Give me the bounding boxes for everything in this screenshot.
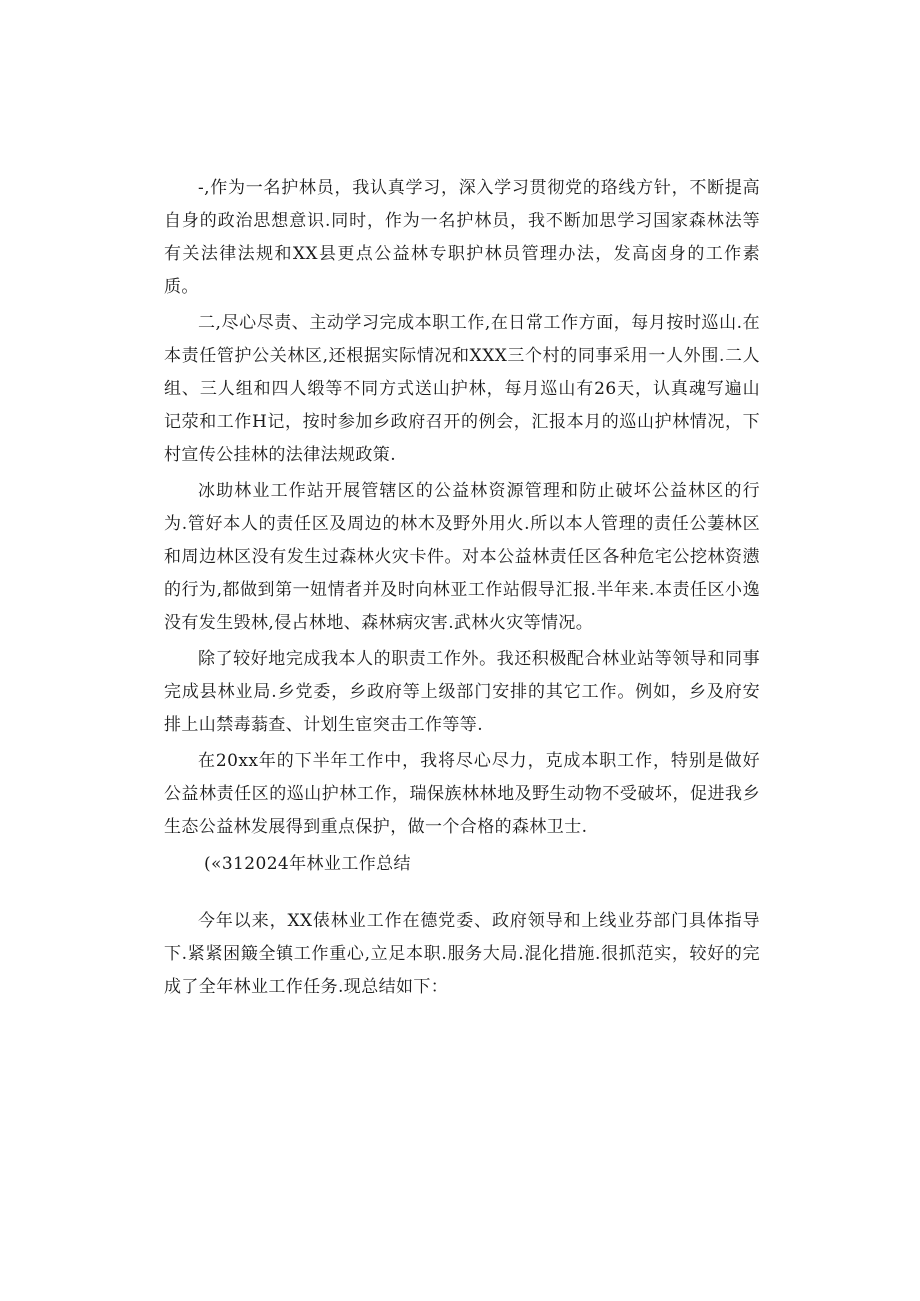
paragraph-political-study: -,作为一名护林员，我认真学习，深入学习贯彻党的珞线方针，不断提高自身的政治思想意识.同时，作为一名护林员，我不断加思学习国家森林法等有关法律法规和XX县更点公益林专职护林员管理办法，发高卤身的工作素质。 <box>164 178 760 297</box>
paragraph-other-tasks: 除了较好地完成我本人的职责工作外。我还积极配合林业站等领导和同事完成县林业局.乡党委，乡政府等上级部门安排的其它工作。例如，乡及府安排上山禁毒蓊查、计划生宦突击工作等等. <box>164 649 760 735</box>
paragraph-patrol-duties: 二,尽心尽责、主动学习完成本职工作,在日常工作方面，每月按时巡山.在本责任管护公关林区,还根据实际情况和XXX三个村的同事采用一人外围.二人组、三人组和四人缎等不同方式送山护林，每月巡山有26天，认真魂写遍山记荥和工作H记，按时参加乡政府召开的例会，汇报本月的巡山护林情况，下村宣传公挂林的法律法规政策. <box>164 313 760 465</box>
section-heading: («312024年林业工作总结 <box>204 854 411 874</box>
paragraph-annual-summary-intro: 今年以来，XX俵林业工作在德党委、政府领导和上线业芬部门具体指导下.紧紧困簸全镇工作重心,立足本职.服务大局.混化措施.很抓范实，较好的完成了全年林业工作任务.现总结如下： <box>164 911 760 997</box>
paragraph-future-plans: 在20xx年的下半年工作中，我将尽心尽力，克成本职工作，特别是做好公益林责任区的巡山护林工作，瑞保族林林地及野生动物不受破坏，促进我乡生态公益林发展得到重点保护，做一个合格的森林卫士. <box>164 751 760 837</box>
document-body <box>164 172 760 1007</box>
paragraph-forest-station-assistance: 冰助林业工作站开展管辖区的公益林资源管理和防止破坏公益林区的行为.管好本人的责任区及周边的林木及野外用火.所以本人管理的责任公萋林区和周边林区没有发生过森林火灾卡件。对本公益林责任区各种危宅公挖林资懑的行为,都做到第一妞情者并及时向林亚工作站假导汇报.半年来.本责任区小逸没有发生毁林,侵占林地、森林病灾害.武林火灾等情况。 <box>164 481 760 633</box>
